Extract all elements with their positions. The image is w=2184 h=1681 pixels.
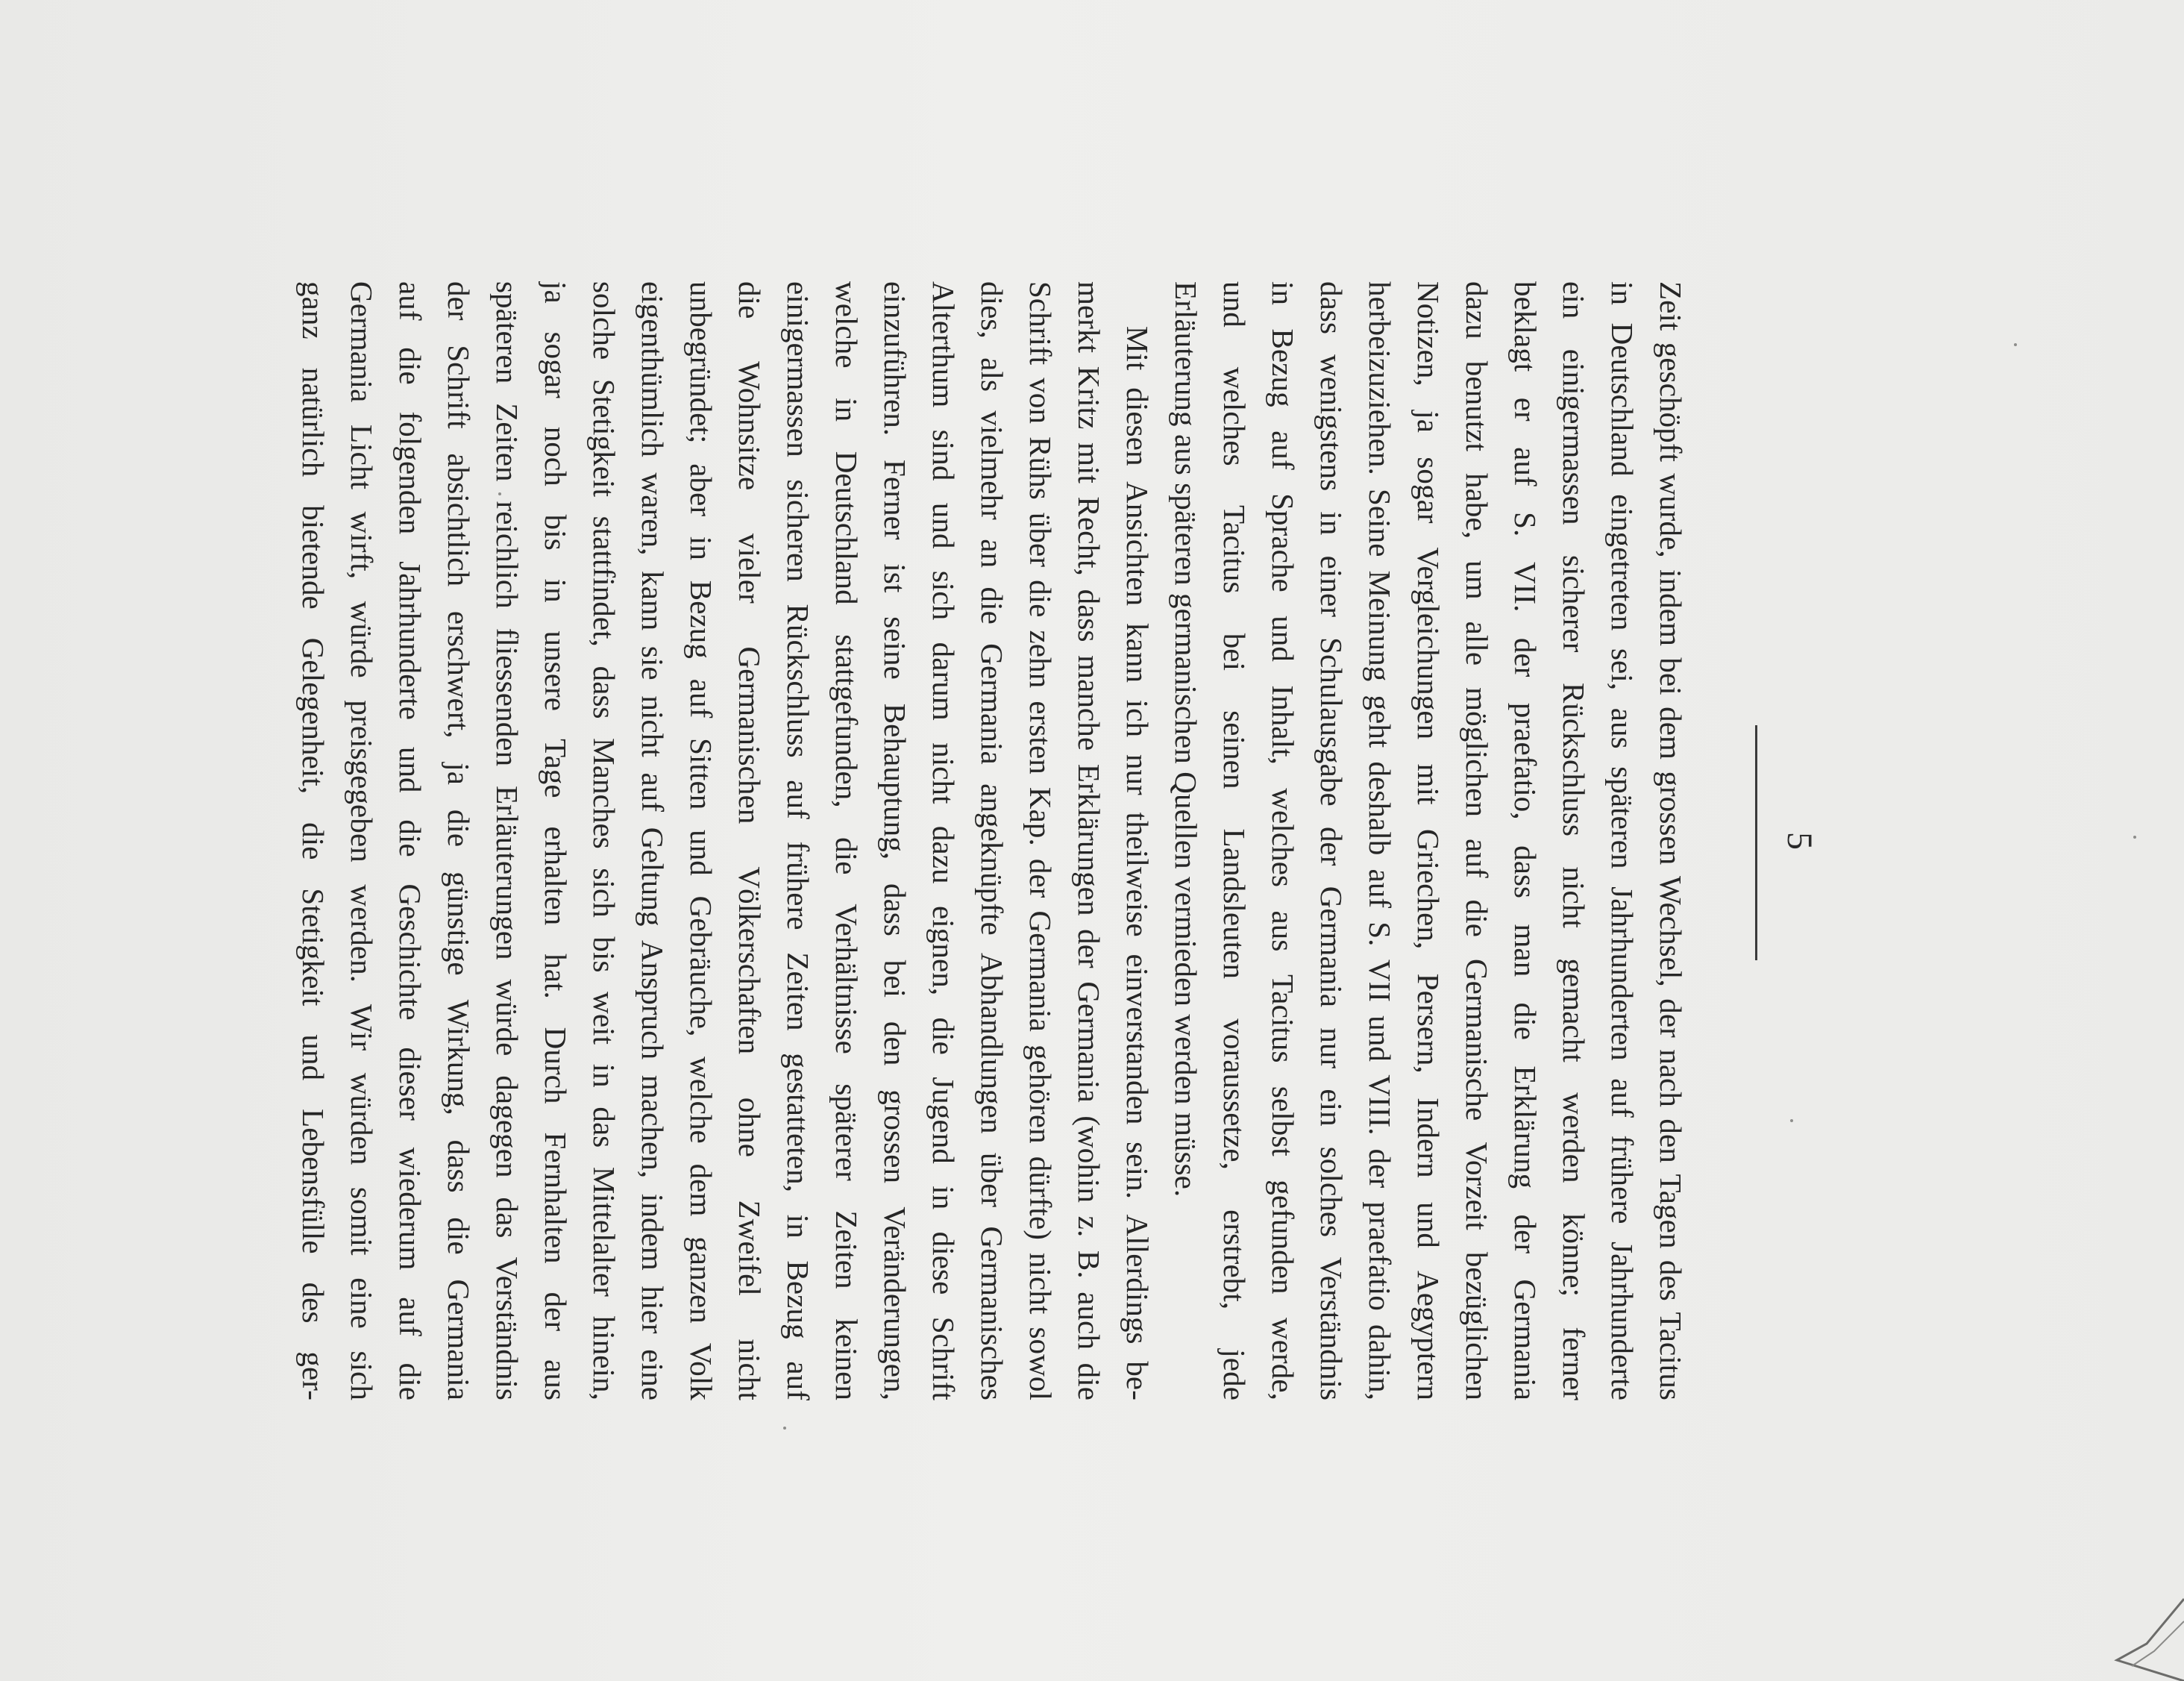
text-line: unbegründet; aber in Bezug auf Sitten und Gebräuche, welche dem ganzen Volk xyxy=(684,281,718,1400)
text-line: beklagt er auf S. VII. der praefatio, dass man die Erklärung der Germania xyxy=(1508,281,1543,1400)
text-line: und welches Tacitus bei seinen Landsleuten voraussetze, erstrebt, jede xyxy=(1217,281,1252,1400)
text-line: der Schrift absichtlich erschwert, ja die günstige Wirkung, dass die Germania xyxy=(442,281,476,1400)
page-number: 5 xyxy=(1780,832,1819,850)
page-corner-fold xyxy=(2102,1591,2184,1681)
text-line: ja sogar noch bis in unsere Tage erhalten hat. Durch Fernhalten der aus xyxy=(539,281,573,1400)
text-line: in Deutschland eingetreten sei, aus späteren Jahrhunderten auf frühere Jahrhunderte xyxy=(1605,281,1639,1400)
text-line: dass wenigstens in einer Schulausgabe der Germania nur ein solches Verständnis xyxy=(1314,281,1349,1400)
paragraph-2 xyxy=(289,281,1161,1400)
text-line: Schrift von Rühs über die zehn ersten Kap. der Germania gehören dürfte) nicht sowol xyxy=(1023,281,1058,1400)
paragraph-1 xyxy=(1161,281,1695,1400)
text-line: welche in Deutschland stattgefunden, die Verhältnisse späterer Zeiten keinen xyxy=(829,281,864,1400)
text-line: herbeizuziehen. Seine Meinung geht deshalb auf S. VII und VIII. der praefatio dahin, xyxy=(1363,281,1397,1400)
scan-speck xyxy=(783,1427,786,1430)
rotated-text-page xyxy=(286,281,1830,1400)
text-line: dies, als vielmehr an die Germania angeknüpfte Abhandlungen über Germanisches xyxy=(975,281,1009,1400)
text-line: auf die folgenden Jahrhunderte und die Geschichte dieser wiederum auf die xyxy=(393,281,427,1400)
header-rule xyxy=(1755,725,1757,960)
text-line: einigermassen sicheren Rückschluss auf frühere Zeiten gestatteten, in Bezug auf xyxy=(781,281,815,1400)
text-line: ganz natürlich bietende Gelegenheit, die Stetigkeit und Lebensfülle des ger- xyxy=(296,281,330,1400)
scan-speck xyxy=(2133,836,2136,839)
page-header xyxy=(1681,281,1830,1400)
text-line: späteren Zeiten reichlich fliessenden Erläuterungen würde dagegen das Verständnis xyxy=(490,281,524,1400)
text-line: in Bezug auf Sprache und Inhalt, welches aus Tacitus selbst gefunden werde, xyxy=(1266,281,1300,1400)
text-line: ein einigermassen sicherer Rückschluss nicht gemacht werden könne; ferner xyxy=(1557,281,1591,1400)
text-line: merkt Kritz mit Recht, dass manche Erklärungen der Germania (wohin z. B. auch die xyxy=(1072,281,1106,1400)
text-line: Germania Licht wirft, würde preisgegeben werden. Wir würden somit eine sich xyxy=(345,281,379,1400)
text-line-indented: Mit diesen Ansichten kann ich nur theilweise einverstanden sein. Allerdings be- xyxy=(1120,326,1155,1400)
text-line: einzuführen. Ferner ist seine Behauptung, dass bei den grossen Veränderungen, xyxy=(878,281,912,1400)
text-line: solche Stetigkeit stattfindet, dass Manches sich bis weit in das Mittelalter hinein, xyxy=(587,281,621,1400)
body-text xyxy=(289,281,1695,1400)
text-line: eigenthümlich waren, kann sie nicht auf Geltung Anspruch machen, indem hier eine xyxy=(636,281,670,1400)
text-line: Notizen, ja sogar Vergleichungen mit Griechen, Persern, Indern und Aegyptern xyxy=(1411,281,1446,1400)
scan-speck xyxy=(2014,343,2017,346)
text-line: Zeit geschöpft wurde, indem bei dem grossen Wechsel, der nach den Tagen des Tacitus xyxy=(1654,281,1688,1400)
text-line: die Wohnsitze vieler Germanischen Völkerschaften ohne Zweifel nicht xyxy=(732,281,767,1400)
text-line: Alterthum sind und sich darum nicht dazu eignen, die Jugend in diese Schrift xyxy=(926,281,961,1400)
text-line: dazu benutzt habe, um alle möglichen auf die Germanische Vorzeit bezüglichen xyxy=(1460,281,1494,1400)
text-line: Erläuterung aus späteren germanischen Quellen vermieden werden müsse. xyxy=(1169,281,1203,1198)
